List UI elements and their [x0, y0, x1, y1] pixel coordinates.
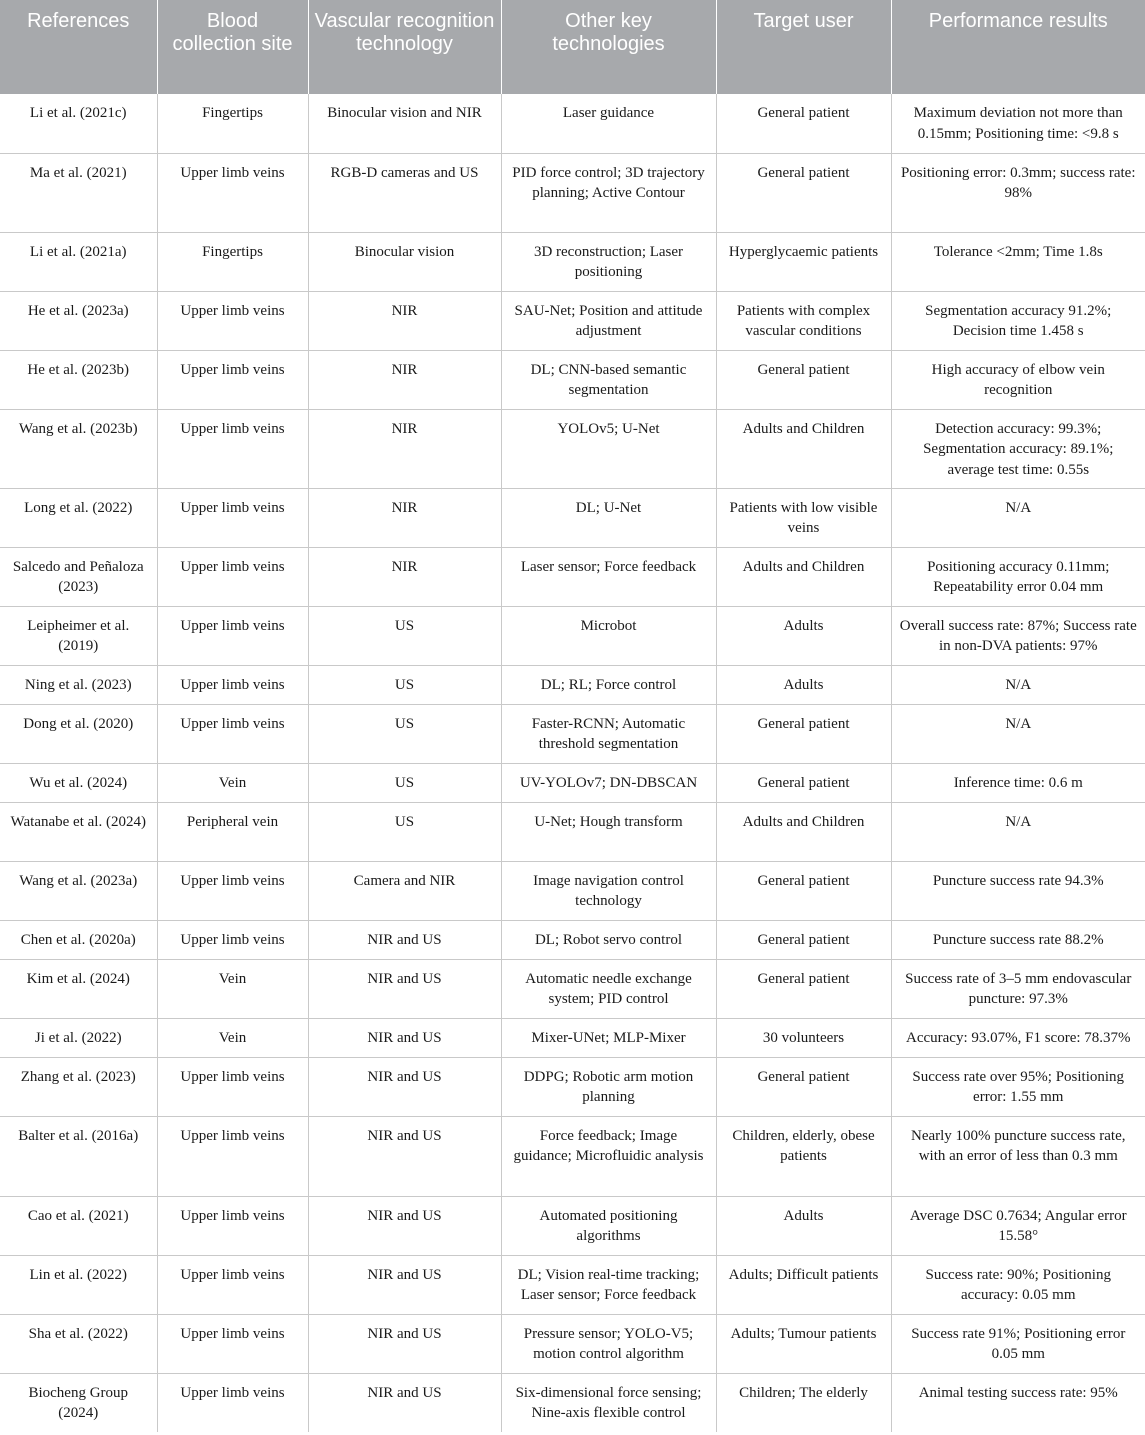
- cell-target-user: Patients with low visible veins: [716, 488, 891, 547]
- cell-blood-collection-site: Upper limb veins: [157, 409, 308, 488]
- cell-blood-collection-site: Upper limb veins: [157, 920, 308, 959]
- table-row: [0, 1255, 1145, 1314]
- cell-blood-collection-site: Upper limb veins: [157, 1314, 308, 1373]
- cell-reference: He et al. (2023a): [0, 291, 157, 350]
- cell-target-user: General patient: [716, 920, 891, 959]
- cell-blood-collection-site: Vein: [157, 959, 308, 1018]
- table-row: [0, 1057, 1145, 1116]
- cell-reference: Wang et al. (2023b): [0, 409, 157, 488]
- cell-performance-results: Puncture success rate 94.3%: [891, 861, 1145, 920]
- cell-target-user: General patient: [716, 959, 891, 1018]
- cell-blood-collection-site: Peripheral vein: [157, 802, 308, 861]
- cell-performance-results: Success rate 91%; Positioning error 0.05 mm: [891, 1314, 1145, 1373]
- cell-reference: Watanabe et al. (2024): [0, 802, 157, 861]
- cell-performance-results: Accuracy: 93.07%, F1 score: 78.37%: [891, 1018, 1145, 1057]
- cell-target-user: Adults: [716, 1196, 891, 1255]
- cell-vascular-recognition: RGB-D cameras and US: [308, 153, 501, 232]
- cell-vascular-recognition: US: [308, 606, 501, 665]
- cell-performance-results: N/A: [891, 704, 1145, 763]
- cell-vascular-recognition: US: [308, 665, 501, 704]
- table-row: [0, 488, 1145, 547]
- cell-target-user: General patient: [716, 704, 891, 763]
- cell-vascular-recognition: NIR: [308, 547, 501, 606]
- cell-other-technologies: Automatic needle exchange system; PID control: [501, 959, 716, 1018]
- cell-performance-results: Average DSC 0.7634; Angular error 15.58°: [891, 1196, 1145, 1255]
- cell-other-technologies: DL; CNN-based semantic segmentation: [501, 350, 716, 409]
- cell-other-technologies: DDPG; Robotic arm motion planning: [501, 1057, 716, 1116]
- cell-performance-results: High accuracy of elbow vein recognition: [891, 350, 1145, 409]
- cell-other-technologies: Force feedback; Image guidance; Microfluidic analysis: [501, 1116, 716, 1196]
- cell-target-user: 30 volunteers: [716, 1018, 891, 1057]
- cell-other-technologies: Microbot: [501, 606, 716, 665]
- cell-blood-collection-site: Upper limb veins: [157, 291, 308, 350]
- cell-reference: Chen et al. (2020a): [0, 920, 157, 959]
- cell-blood-collection-site: Fingertips: [157, 94, 308, 153]
- table-row: [0, 861, 1145, 920]
- cell-vascular-recognition: NIR and US: [308, 1116, 501, 1196]
- header-blood-collection-site: Blood collection site: [157, 0, 308, 94]
- cell-target-user: Adults; Tumour patients: [716, 1314, 891, 1373]
- cell-reference: Lin et al. (2022): [0, 1255, 157, 1314]
- cell-blood-collection-site: Upper limb veins: [157, 488, 308, 547]
- table-row: [0, 1196, 1145, 1255]
- cell-blood-collection-site: Upper limb veins: [157, 547, 308, 606]
- cell-other-technologies: U-Net; Hough transform: [501, 802, 716, 861]
- cell-performance-results: Segmentation accuracy 91.2%; Decision time 1.458 s: [891, 291, 1145, 350]
- cell-performance-results: Overall success rate: 87%; Success rate in non-DVA patients: 97%: [891, 606, 1145, 665]
- header-vascular-recognition-technology: Vascular recognition technology: [308, 0, 501, 94]
- cell-target-user: Patients with complex vascular conditions: [716, 291, 891, 350]
- table-row: [0, 153, 1145, 232]
- cell-vascular-recognition: Camera and NIR: [308, 861, 501, 920]
- cell-other-technologies: YOLOv5; U-Net: [501, 409, 716, 488]
- cell-target-user: Adults and Children: [716, 802, 891, 861]
- header-row: [0, 0, 1145, 94]
- table-row: [0, 1018, 1145, 1057]
- cell-blood-collection-site: Upper limb veins: [157, 1116, 308, 1196]
- cell-target-user: General patient: [716, 153, 891, 232]
- table-header: [0, 0, 1145, 94]
- table-row: [0, 350, 1145, 409]
- cell-reference: Ning et al. (2023): [0, 665, 157, 704]
- cell-vascular-recognition: US: [308, 802, 501, 861]
- header-target-user: Target user: [716, 0, 891, 94]
- header-other-key-technologies: Other key technologies: [501, 0, 716, 94]
- cell-reference: Li et al. (2021a): [0, 232, 157, 291]
- cell-vascular-recognition: NIR: [308, 350, 501, 409]
- cell-other-technologies: SAU-Net; Position and attitude adjustment: [501, 291, 716, 350]
- cell-performance-results: N/A: [891, 802, 1145, 861]
- cell-blood-collection-site: Upper limb veins: [157, 153, 308, 232]
- cell-vascular-recognition: NIR and US: [308, 1057, 501, 1116]
- cell-target-user: Adults and Children: [716, 547, 891, 606]
- cell-reference: Zhang et al. (2023): [0, 1057, 157, 1116]
- cell-target-user: General patient: [716, 861, 891, 920]
- cell-other-technologies: PID force control; 3D trajectory planning; Active Contour: [501, 153, 716, 232]
- cell-vascular-recognition: NIR and US: [308, 1196, 501, 1255]
- table-row: [0, 94, 1145, 153]
- cell-other-technologies: 3D reconstruction; Laser positioning: [501, 232, 716, 291]
- cell-target-user: Adults: [716, 665, 891, 704]
- cell-blood-collection-site: Upper limb veins: [157, 350, 308, 409]
- cell-blood-collection-site: Upper limb veins: [157, 606, 308, 665]
- cell-performance-results: Inference time: 0.6 m: [891, 763, 1145, 802]
- cell-reference: Ma et al. (2021): [0, 153, 157, 232]
- table-row: [0, 1314, 1145, 1373]
- cell-performance-results: N/A: [891, 488, 1145, 547]
- cell-target-user: Adults: [716, 606, 891, 665]
- cell-vascular-recognition: NIR and US: [308, 1314, 501, 1373]
- cell-vascular-recognition: NIR and US: [308, 959, 501, 1018]
- cell-reference: Wang et al. (2023a): [0, 861, 157, 920]
- table-row: [0, 606, 1145, 665]
- cell-other-technologies: DL; U-Net: [501, 488, 716, 547]
- cell-other-technologies: Mixer-UNet; MLP-Mixer: [501, 1018, 716, 1057]
- cell-blood-collection-site: Upper limb veins: [157, 1373, 308, 1432]
- table-row: [0, 1373, 1145, 1432]
- cell-target-user: General patient: [716, 350, 891, 409]
- cell-other-technologies: Automated positioning algorithms: [501, 1196, 716, 1255]
- cell-other-technologies: DL; Vision real-time tracking; Laser sensor; Force feedback: [501, 1255, 716, 1314]
- cell-target-user: General patient: [716, 1057, 891, 1116]
- header-performance-results: Performance results: [891, 0, 1145, 94]
- table-row: [0, 291, 1145, 350]
- cell-vascular-recognition: Binocular vision: [308, 232, 501, 291]
- cell-vascular-recognition: NIR: [308, 409, 501, 488]
- cell-blood-collection-site: Vein: [157, 763, 308, 802]
- cell-target-user: Children, elderly, obese patients: [716, 1116, 891, 1196]
- cell-performance-results: Positioning accuracy 0.11mm; Repeatability error 0.04 mm: [891, 547, 1145, 606]
- cell-blood-collection-site: Upper limb veins: [157, 1255, 308, 1314]
- table-row: [0, 409, 1145, 488]
- cell-performance-results: Maximum deviation not more than 0.15mm; Positioning time: <9.8 s: [891, 94, 1145, 153]
- cell-vascular-recognition: NIR and US: [308, 1373, 501, 1432]
- cell-other-technologies: Faster-RCNN; Automatic threshold segmentation: [501, 704, 716, 763]
- cell-vascular-recognition: NIR and US: [308, 1018, 501, 1057]
- cell-reference: Balter et al. (2016a): [0, 1116, 157, 1196]
- cell-performance-results: Positioning error: 0.3mm; success rate: 98%: [891, 153, 1145, 232]
- cell-performance-results: Puncture success rate 88.2%: [891, 920, 1145, 959]
- cell-reference: Biocheng Group (2024): [0, 1373, 157, 1432]
- cell-vascular-recognition: Binocular vision and NIR: [308, 94, 501, 153]
- table-row: [0, 1116, 1145, 1196]
- table-row: [0, 763, 1145, 802]
- cell-performance-results: Nearly 100% puncture success rate, with an error of less than 0.3 mm: [891, 1116, 1145, 1196]
- cell-performance-results: N/A: [891, 665, 1145, 704]
- cell-reference: Wu et al. (2024): [0, 763, 157, 802]
- table-body: [0, 94, 1145, 1432]
- cell-reference: Ji et al. (2022): [0, 1018, 157, 1057]
- cell-vascular-recognition: NIR and US: [308, 920, 501, 959]
- cell-performance-results: Detection accuracy: 99.3%; Segmentation accuracy: 89.1%; average test time: 0.55s: [891, 409, 1145, 488]
- cell-other-technologies: DL; Robot servo control: [501, 920, 716, 959]
- cell-reference: Kim et al. (2024): [0, 959, 157, 1018]
- cell-other-technologies: Laser sensor; Force feedback: [501, 547, 716, 606]
- cell-target-user: Adults; Difficult patients: [716, 1255, 891, 1314]
- cell-reference: Long et al. (2022): [0, 488, 157, 547]
- cell-vascular-recognition: NIR: [308, 291, 501, 350]
- cell-reference: Cao et al. (2021): [0, 1196, 157, 1255]
- cell-target-user: Children; The elderly: [716, 1373, 891, 1432]
- cell-reference: He et al. (2023b): [0, 350, 157, 409]
- cell-blood-collection-site: Upper limb veins: [157, 665, 308, 704]
- table-row: [0, 959, 1145, 1018]
- table-row: [0, 547, 1145, 606]
- cell-other-technologies: Pressure sensor; YOLO-V5; motion control algorithm: [501, 1314, 716, 1373]
- cell-reference: Dong et al. (2020): [0, 704, 157, 763]
- cell-reference: Li et al. (2021c): [0, 94, 157, 153]
- cell-blood-collection-site: Upper limb veins: [157, 1196, 308, 1255]
- cell-target-user: General patient: [716, 763, 891, 802]
- cell-other-technologies: DL; RL; Force control: [501, 665, 716, 704]
- table-row: [0, 802, 1145, 861]
- cell-blood-collection-site: Upper limb veins: [157, 861, 308, 920]
- cell-blood-collection-site: Fingertips: [157, 232, 308, 291]
- cell-vascular-recognition: NIR and US: [308, 1255, 501, 1314]
- cell-performance-results: Tolerance <2mm; Time 1.8s: [891, 232, 1145, 291]
- cell-blood-collection-site: Upper limb veins: [157, 1057, 308, 1116]
- cell-vascular-recognition: US: [308, 704, 501, 763]
- cell-reference: Sha et al. (2022): [0, 1314, 157, 1373]
- cell-performance-results: Animal testing success rate: 95%: [918, 1384, 1118, 1401]
- cell-other-technologies: Image navigation control technology: [501, 861, 716, 920]
- header-references: References: [0, 0, 157, 94]
- cell-performance-results: Success rate over 95%; Positioning error: 1.55 mm: [891, 1057, 1145, 1116]
- cell-other-technologies: UV-YOLOv7; DN-DBSCAN: [501, 763, 716, 802]
- cell-blood-collection-site: Upper limb veins: [157, 704, 308, 763]
- cell-target-user: Adults and Children: [716, 409, 891, 488]
- cell-reference: Leipheimer et al. (2019): [0, 606, 157, 665]
- cell-target-user: General patient: [716, 94, 891, 153]
- table-row: [0, 232, 1145, 291]
- table-row: [0, 665, 1145, 704]
- cell-performance-results: Success rate of 3–5 mm endovascular puncture: 97.3%: [891, 959, 1145, 1018]
- cell-reference: Salcedo and Peñaloza (2023): [0, 547, 157, 606]
- cell-blood-collection-site: Vein: [157, 1018, 308, 1057]
- cell-vascular-recognition: NIR: [308, 488, 501, 547]
- cell-target-user: Hyperglycaemic patients: [716, 232, 891, 291]
- cell-performance-results: Success rate: 90%; Positioning accuracy: 0.05 mm: [891, 1255, 1145, 1314]
- table-row: [0, 704, 1145, 763]
- table-row: [0, 920, 1145, 959]
- cell-vascular-recognition: US: [308, 763, 501, 802]
- cell-other-technologies: Six-dimensional force sensing; Nine-axis flexible control: [501, 1373, 716, 1432]
- cell-other-technologies: Laser guidance: [501, 94, 716, 153]
